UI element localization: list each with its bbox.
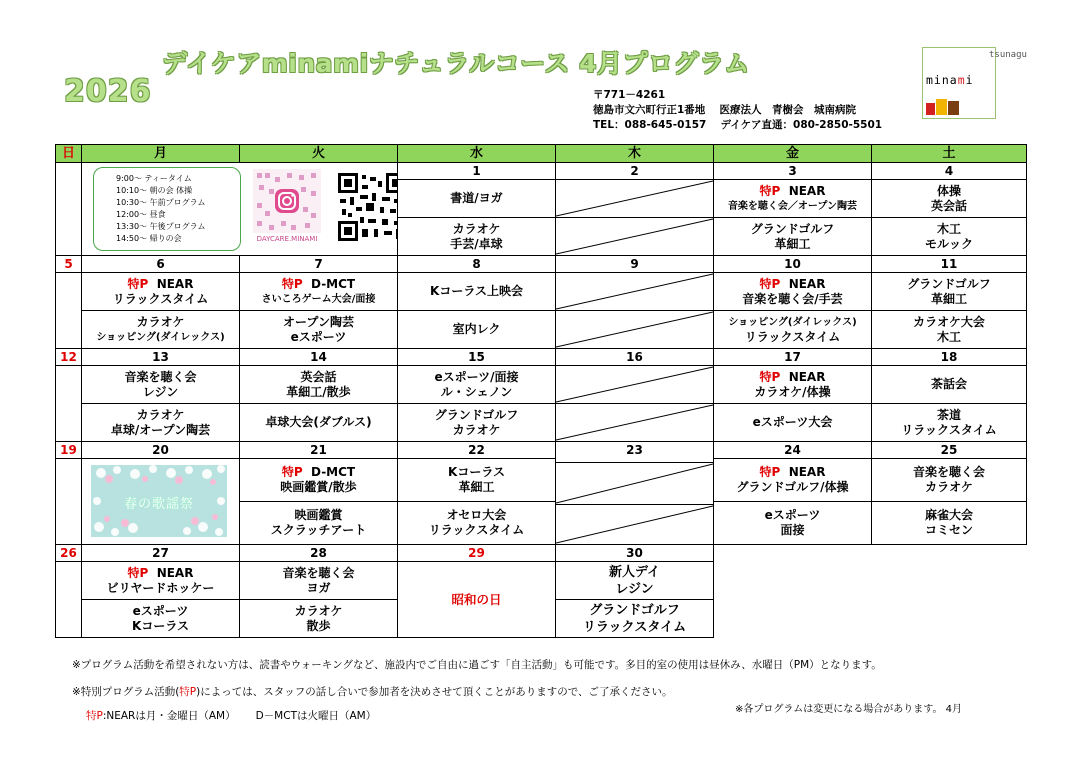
day-number: 16: [555, 348, 714, 366]
am-program: 特P NEAR カラオケ/体操: [713, 365, 872, 404]
am-program: 音楽を聴く会 レジン: [81, 365, 240, 404]
schedule-line: 12:00～ 昼食: [116, 210, 166, 219]
weekday-header-sun: 日: [55, 144, 82, 163]
special-program-legend: 特P:NEARは月・金曜日（AM） D－MCTは火曜日（AM）: [86, 710, 377, 722]
phone-line: TEL：088-645-0157 デイケア直通：080-2850-5501: [593, 119, 883, 131]
am-program: 特P NEAR 音楽を聴く会／オープン陶芸: [713, 179, 872, 218]
am-program: eスポーツ/面接 ル・シェノン: [397, 365, 556, 404]
day-number: 28: [239, 544, 398, 562]
note-line: ※プログラム活動を希望されない方は、読書やウォーキングなど、施設内でご自由に過ごす「自主活動」も可能です。多目的室の使用は昼休み、水曜日（PM）となります。: [72, 659, 882, 671]
day-number: 11: [871, 255, 1027, 273]
pm-program: 室内レク: [397, 310, 556, 349]
pm-program: eスポーツ大会: [713, 403, 872, 442]
daily-schedule: [93, 167, 241, 251]
year-label: 2026: [64, 74, 152, 109]
pm-program: カラオケ大会 木工: [871, 310, 1027, 349]
pm-program: 映画鑑賞 スクラッチアート: [239, 501, 398, 545]
am-program: 特P NEAR ビリヤードホッケー: [81, 561, 240, 600]
day-number: 5: [55, 255, 82, 273]
am-program: 英会話 革細工/散歩: [239, 365, 398, 404]
pm-program: グランドゴルフ カラオケ: [397, 403, 556, 442]
empty-slot: [555, 403, 714, 442]
day-number: 2: [555, 162, 714, 180]
day-number: 4: [871, 162, 1027, 180]
address-block: [593, 88, 882, 133]
sunday-cell: [55, 272, 82, 349]
am-program: 茶話会: [871, 365, 1027, 404]
am-program: Kコーラス 革細工: [397, 458, 556, 502]
sunday-cell: [55, 162, 82, 256]
pm-program: ショッピング(ダイレックス) リラックスタイム: [713, 310, 872, 349]
schedule-line: 9:00～ ティータイム: [116, 174, 192, 183]
day-number: 1: [397, 162, 556, 180]
am-program: Kコーラス上映会: [397, 272, 556, 311]
day-number: 7: [239, 255, 398, 273]
pm-program: オープン陶芸 eスポーツ: [239, 310, 398, 349]
day-number: 20: [81, 441, 240, 459]
am-program: 特P NEAR 音楽を聴く会/手芸: [713, 272, 872, 311]
day-number: 21: [239, 441, 398, 459]
postal-code: 〒771－4261: [593, 89, 666, 101]
schedule-line: 13:30～ 午後プログラム: [116, 222, 206, 231]
am-program: 体操 英会話: [871, 179, 1027, 218]
weekday-header-mon: 月: [81, 144, 240, 163]
pm-program: eスポーツ Kコーラス: [81, 599, 240, 638]
pm-program: カラオケ 散歩: [239, 599, 398, 638]
sunday-cell: [55, 561, 82, 638]
program-calendar: [55, 144, 1027, 638]
pm-program: カラオケ 卓球/オープン陶芸: [81, 403, 240, 442]
logo-wordmark: minami: [926, 73, 974, 87]
qr-code-icon: [338, 173, 406, 241]
day-number: 25: [871, 441, 1027, 459]
day-number: 12: [55, 348, 82, 366]
day-number: 9: [555, 255, 714, 273]
day-number: 13: [81, 348, 240, 366]
am-program: 特P NEAR グランドゴルフ/体操: [713, 458, 872, 502]
day-number: 6: [81, 255, 240, 273]
empty-slot: [555, 462, 714, 505]
day-number: 15: [397, 348, 556, 366]
note-line: ※特別プログラム活動(特P)によっては、スタッフの話し合いで参加者を決めさせて頂くことがありますので、ご了承ください。: [72, 686, 673, 698]
empty-slot: [555, 365, 714, 404]
pm-program: 卓球大会(ダブルス): [239, 403, 398, 442]
holiday-label: 昭和の日: [397, 561, 556, 638]
day-number: 22: [397, 441, 556, 459]
logo-blocks: [926, 99, 960, 115]
day-number: 18: [871, 348, 1027, 366]
am-program: 音楽を聴く会 ヨガ: [239, 561, 398, 600]
schedule-line: 10:10～ 朝の会 体操: [116, 186, 193, 195]
am-program: 新人デイ レジン: [555, 561, 714, 600]
pm-program: 麻雀大会 コミセン: [871, 501, 1027, 545]
am-program: 特P D-MCT 映画鑑賞/散歩: [239, 458, 398, 502]
spring-festival-label: 春の歌謡祭: [123, 497, 194, 512]
sunday-cell: [55, 365, 82, 442]
minami-logo: [922, 47, 1027, 119]
day-number: 14: [239, 348, 398, 366]
empty-slot: [555, 272, 714, 311]
pm-program: グランドゴルフ リラックスタイム: [555, 599, 714, 638]
schedule-line: 10:30～ 午前プログラム: [116, 198, 206, 207]
logo-vertical-text: tsunagu: [989, 50, 1027, 60]
pm-program: 木工 モルック: [871, 217, 1027, 256]
notes-block: [72, 652, 882, 706]
empty-slot: [555, 504, 714, 545]
day-number: 19: [55, 441, 82, 459]
pm-program: オセロ大会 リラックスタイム: [397, 501, 556, 545]
day-number: 10: [713, 255, 872, 273]
day-number: 8: [397, 255, 556, 273]
pm-program: 茶道 リラックスタイム: [871, 403, 1027, 442]
spring-festival-image: [91, 465, 227, 537]
instagram-handle: DAYCARE.MINAMI: [256, 235, 318, 243]
page-title: デイケアminamiナチュラルコース 4月プログラム: [162, 49, 750, 78]
pm-program: グランドゴルフ 革細工: [713, 217, 872, 256]
info-cell: [81, 162, 398, 256]
pm-program: カラオケ ショッピング(ダイレックス): [81, 310, 240, 349]
day-number: 23: [555, 441, 714, 463]
weekday-header-thu: 木: [555, 144, 714, 163]
pm-program: カラオケ 手芸/卓球: [397, 217, 556, 256]
address-line: 徳島市文六町行正1番地 医療法人 青樹会 城南病院: [593, 104, 856, 116]
am-program: 特P NEAR リラックスタイム: [81, 272, 240, 311]
schedule-line: 14:50～ 帰りの会: [116, 234, 182, 243]
am-program: 特P D-MCT さいころゲーム大会/面接: [239, 272, 398, 311]
pm-program: eスポーツ 面接: [713, 501, 872, 545]
day-number: 27: [81, 544, 240, 562]
weekday-header-tue: 火: [239, 144, 398, 163]
empty-slot: [555, 179, 714, 218]
weekday-header-sat: 土: [871, 144, 1027, 163]
weekday-header-wed: 水: [397, 144, 556, 163]
empty-slot: [555, 217, 714, 256]
day-number: 26: [55, 544, 82, 562]
empty-slot: [555, 310, 714, 349]
change-notice: ※各プログラムは変更になる場合があります。 4月: [735, 704, 963, 715]
day-number: 17: [713, 348, 872, 366]
instagram-qr-icon: [253, 169, 321, 243]
day-number: 29: [397, 544, 556, 562]
am-program: 音楽を聴く会 カラオケ: [871, 458, 1027, 502]
sunday-cell: [55, 458, 82, 545]
am-program: グランドゴルフ 革細工: [871, 272, 1027, 311]
weekday-header-fri: 金: [713, 144, 872, 163]
day-number: 3: [713, 162, 872, 180]
am-program: 書道/ヨガ: [397, 179, 556, 218]
day-number: 24: [713, 441, 872, 459]
day-number: 30: [555, 544, 714, 562]
